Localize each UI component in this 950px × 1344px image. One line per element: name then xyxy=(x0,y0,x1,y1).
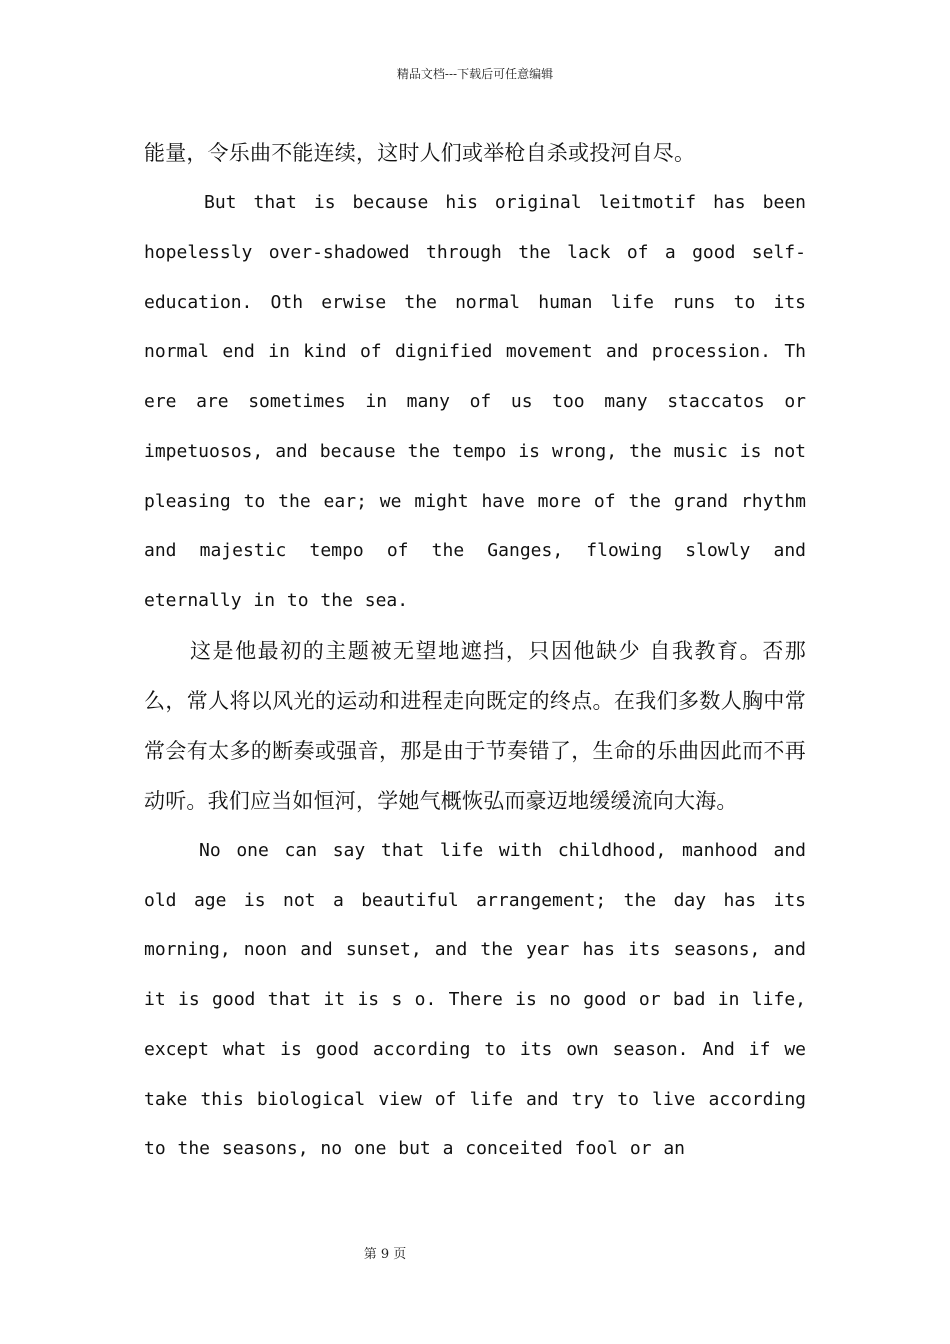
paragraph-english-1: But that is because his original leitmotif has been hopelessly over-shadowed through the lack of a good self-education. Oth erwise the normal human life runs to its normal end in kind of dignified movement and procession. Th ere are sometimes in many of us too many staccatos or impetuosos, and because the tempo is wrong, the music is not pleasing to the ear; we might have more of the grand rhythm and majestic tempo of the Ganges, flowing slowly and eternally in to the sea. xyxy=(144,192,806,611)
paragraph-chinese-2: 这是他最初的主题被无望地遮挡，只因他缺少 自我教育。否那么，常人将以风光的运动和进程走向既定的终点。在我们多数人胸中常常会有太多的断奏或强音，那是由于节奏错了，生命的乐曲因此而不再动听。我们应当如恒河，学她气概恢弘而豪迈地缓缓流向大海。 xyxy=(144,638,806,813)
document-body xyxy=(144,128,806,1174)
page-number: 第 9 页 xyxy=(363,1247,407,1262)
paragraph-chinese-1: 能量，令乐曲不能连续，这时人们或举枪自杀或投河自尽。 xyxy=(144,141,696,165)
page-header: 精品文档---下载后可任意编辑 xyxy=(396,67,554,81)
paragraph-english-2: No one can say that life with childhood, manhood and old age is not a beautiful arrangement; the day has its morning, noon and sunset, and the year has its seasons, and it is good that it is s o. There is no good or bad in life, except what is good according to its own season. And if we take this biological view of life and try to live according to the seasons, no one but a conceited fool or an xyxy=(144,839,806,1160)
